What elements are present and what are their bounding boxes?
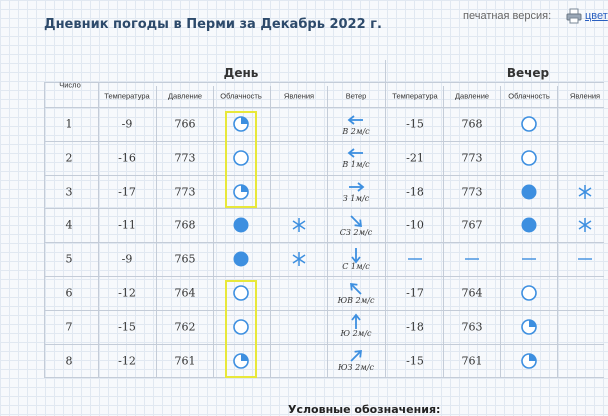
row-divider — [44, 242, 604, 243]
arrow-left-icon — [347, 146, 365, 160]
wind-label: СЗ 2м/с — [339, 227, 373, 237]
evening-temperature-cell: -18 — [406, 320, 424, 334]
evening-pressure-cell: 773 — [461, 185, 483, 199]
clear-sky-icon — [520, 284, 538, 302]
header-day: День — [223, 66, 259, 80]
column-divider — [500, 86, 501, 378]
snow-icon — [291, 217, 307, 233]
day-temperature-cell: -9 — [121, 252, 133, 266]
table-left-border — [44, 82, 45, 378]
evening-phenomena-cell — [577, 217, 593, 233]
overcast-icon — [232, 250, 250, 268]
evening-cloudiness-cell — [520, 115, 538, 133]
day-temperature-cell: -17 — [118, 185, 136, 199]
wind-label: Ю 2м/с — [340, 329, 372, 339]
row-day-number: 7 — [65, 320, 73, 334]
wind-label: ЮЗ 2м/с — [338, 363, 374, 373]
row-divider — [44, 107, 604, 108]
arrow-up-right-icon — [347, 349, 365, 363]
row-divider — [44, 344, 604, 345]
day-temperature-cell: -11 — [118, 218, 136, 232]
evening-phenomena-cell — [577, 251, 593, 267]
header-number: Число — [59, 80, 81, 90]
legend-title: Условные обозначения: — [288, 403, 441, 416]
wind-label: ЮВ 2м/с — [337, 295, 375, 305]
evening-phenomena-cell — [577, 184, 593, 200]
header-evening: Вечер — [506, 66, 550, 80]
evening-temperature-cell: -21 — [406, 151, 424, 165]
row-divider — [44, 175, 604, 176]
evening-temperature-cell: -15 — [406, 354, 424, 368]
day-pressure-cell: 766 — [174, 117, 196, 131]
column-divider — [327, 86, 328, 378]
header-evening-temperature: Температура — [392, 91, 438, 101]
row-day-number: 2 — [65, 151, 73, 165]
day-cloudiness-cell — [232, 216, 250, 234]
snow-icon — [577, 217, 593, 233]
evening-pressure-cell: 761 — [461, 354, 483, 368]
day-evening-divider — [385, 60, 386, 378]
evening-cloudiness-cell — [520, 250, 538, 268]
no-data-dash-icon — [406, 250, 424, 268]
arrow-left-icon — [347, 113, 365, 127]
day-pressure-cell: 761 — [174, 354, 196, 368]
wind-label: З 1м/с — [342, 194, 370, 204]
day-temperature-cell: -12 — [118, 354, 136, 368]
overcast-icon — [232, 216, 250, 234]
header-evening-pressure: Давление — [454, 91, 490, 101]
evening-cloudiness-cell — [520, 284, 538, 302]
overcast-icon — [520, 216, 538, 234]
day-pressure-cell: 768 — [174, 218, 196, 232]
day-wind-cell — [334, 245, 378, 273]
page-title: Дневник погоды в Перми за Декабрь 2022 г. — [44, 17, 382, 32]
row-day-number: 4 — [65, 218, 73, 232]
row-day-number: 1 — [65, 117, 73, 131]
day-wind-cell — [334, 279, 378, 307]
evening-pressure-cell: 763 — [461, 320, 483, 334]
row-divider — [44, 377, 604, 378]
table-top-border — [44, 82, 604, 83]
day-temperature-cell: -16 — [118, 151, 136, 165]
day-wind-cell — [334, 211, 378, 239]
arrow-right-icon — [347, 180, 365, 194]
print-version-label: печатная версия: — [463, 10, 552, 22]
colors-link[interactable]: цвет — [585, 10, 608, 22]
evening-cloudiness-cell — [520, 352, 538, 370]
evening-cloudiness-cell — [520, 149, 538, 167]
day-wind-cell — [334, 144, 378, 172]
row-divider — [44, 276, 604, 277]
header-evening-cloudiness: Облачность — [508, 91, 550, 101]
wind-label: В 1м/с — [342, 160, 370, 170]
no-data-dash-icon — [520, 250, 538, 268]
day-wind-cell — [334, 347, 378, 375]
partly-cloudy-icon — [520, 352, 538, 370]
day-pressure-cell: 762 — [174, 320, 196, 334]
evening-cloudiness-cell — [520, 216, 538, 234]
clear-sky-icon — [520, 115, 538, 133]
wind-label: С 1м/с — [342, 261, 370, 271]
no-data-dash-icon — [463, 250, 481, 268]
highlight-box-2 — [225, 280, 257, 378]
partly-cloudy-icon — [520, 318, 538, 336]
arrow-up-left-icon — [347, 282, 365, 296]
highlight-box-1 — [225, 111, 257, 208]
day-wind-cell — [334, 178, 378, 206]
header-day-pressure: Давление — [167, 91, 203, 101]
evening-pressure-cell: 773 — [461, 151, 483, 165]
arrow-down-icon — [347, 248, 365, 262]
header-evening-phenomena: Явления — [569, 91, 601, 101]
snow-icon — [291, 251, 307, 267]
evening-temperature-cell: -10 — [406, 218, 424, 232]
row-divider — [44, 141, 604, 142]
clear-sky-icon — [520, 149, 538, 167]
header-day-temperature: Температура — [104, 91, 150, 101]
day-temperature-cell: -9 — [121, 117, 133, 131]
day-pressure-cell: 773 — [174, 151, 196, 165]
column-divider — [443, 86, 444, 378]
overcast-icon — [520, 183, 538, 201]
evening-pressure-cell — [463, 250, 481, 268]
day-pressure-cell: 765 — [174, 252, 196, 266]
column-divider — [213, 86, 214, 378]
wind-label: В 2м/с — [342, 126, 370, 136]
header-day-wind: Ветер — [345, 91, 367, 101]
evening-cloudiness-cell — [520, 183, 538, 201]
row-divider — [44, 310, 604, 311]
row-day-number: 6 — [65, 286, 73, 300]
evening-temperature-cell — [406, 250, 424, 268]
row-day-number: 8 — [65, 354, 73, 368]
arrow-up-icon — [347, 315, 365, 329]
header-day-phenomena: Явления — [283, 91, 315, 101]
no-data-dash-icon — [577, 251, 593, 267]
day-phenomena-cell — [291, 217, 307, 233]
column-divider — [270, 86, 271, 378]
row-day-number: 5 — [65, 252, 73, 266]
row-day-number: 3 — [65, 185, 73, 199]
column-divider — [156, 86, 157, 378]
day-temperature-cell: -15 — [118, 320, 136, 334]
evening-pressure-cell: 768 — [461, 117, 483, 131]
day-phenomena-cell — [291, 251, 307, 267]
row-divider — [44, 208, 604, 209]
header-day-cloudiness: Облачность — [220, 91, 262, 101]
evening-temperature-cell: -17 — [406, 286, 424, 300]
snow-icon — [577, 184, 593, 200]
column-divider — [557, 86, 558, 378]
column-divider — [98, 82, 99, 378]
evening-temperature-cell: -18 — [406, 185, 424, 199]
day-cloudiness-cell — [232, 250, 250, 268]
evening-temperature-cell: -15 — [406, 117, 424, 131]
day-wind-cell — [334, 110, 378, 138]
evening-pressure-cell: 767 — [461, 218, 483, 232]
evening-cloudiness-cell — [520, 318, 538, 336]
evening-pressure-cell: 764 — [461, 286, 483, 300]
day-wind-cell — [334, 313, 378, 341]
arrow-down-right-icon — [347, 214, 365, 228]
day-temperature-cell: -12 — [118, 286, 136, 300]
day-pressure-cell: 764 — [174, 286, 196, 300]
day-pressure-cell: 773 — [174, 185, 196, 199]
